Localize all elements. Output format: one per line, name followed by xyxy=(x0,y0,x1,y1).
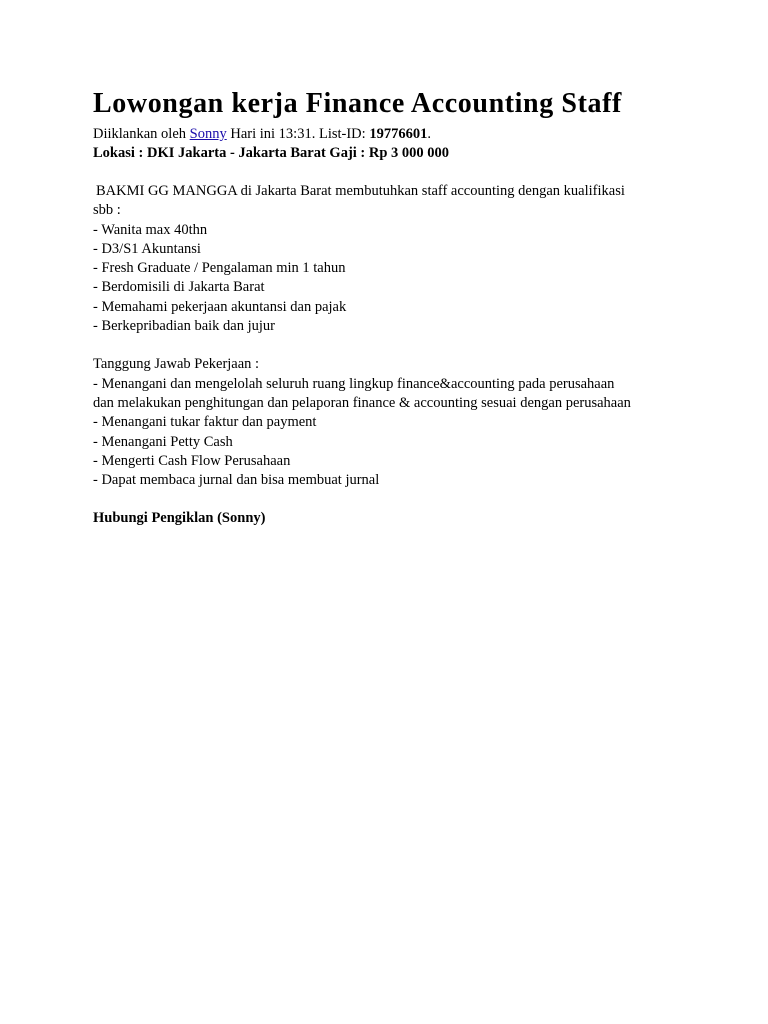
list-item: - Berkepribadian baik dan jujur xyxy=(93,318,275,335)
spacer xyxy=(93,163,733,182)
location-salary-line: Lokasi : DKI Jakarta - Jakarta Barat Gaji : Rp 3 000 000 xyxy=(93,145,450,161)
meta-suffix: . xyxy=(427,126,431,142)
list-item: - Memahami pekerjaan akuntansi dan pajak xyxy=(93,298,347,315)
intro-line: BAKMI GG MANGGA di Jakarta Barat membutuhkan staff accounting dengan kualifikasi xyxy=(96,183,625,199)
spacer xyxy=(93,336,733,355)
meta-time: Hari ini 13:31. List-ID: xyxy=(226,126,370,142)
list-item: - Menangani tukar faktur dan payment xyxy=(93,414,317,431)
intro-line: sbb : xyxy=(93,202,121,219)
list-item: - Mengerti Cash Flow Perusahaan xyxy=(93,452,291,469)
list-id: 19776601 xyxy=(369,126,428,142)
ad-meta-line xyxy=(93,125,733,144)
list-item: - Berdomisili di Jakarta Barat xyxy=(93,279,265,296)
qualifications-list xyxy=(93,221,733,337)
list-item: dan melakukan penghitungan dan pelaporan finance & accounting sesuai dengan perusahaan xyxy=(93,394,631,411)
document-page xyxy=(93,86,733,528)
page-title: Lowongan kerja Finance Accounting Staff xyxy=(93,88,622,119)
contact-advertiser: Hubungi Pengiklan (Sonny) xyxy=(93,510,266,527)
list-item: - Dapat membaca jurnal dan bisa membuat jurnal xyxy=(93,472,380,489)
intro-paragraph xyxy=(93,182,733,221)
meta-prefix: Diiklankan oleh xyxy=(93,126,190,142)
list-item: - Wanita max 40thn xyxy=(93,221,208,238)
list-item: - Fresh Graduate / Pengalaman min 1 tahun xyxy=(93,260,346,277)
list-item: - Menangani Petty Cash xyxy=(93,433,233,450)
list-item: - D3/S1 Akuntansi xyxy=(93,240,201,257)
responsibilities-section xyxy=(93,355,733,490)
author-link[interactable]: Sonny xyxy=(189,126,227,142)
section-heading: Tanggung Jawab Pekerjaan : xyxy=(93,356,260,373)
list-item: - Menangani dan mengelolah seluruh ruang lingkup finance&accounting pada perusahaan xyxy=(93,375,615,392)
spacer xyxy=(93,490,733,509)
